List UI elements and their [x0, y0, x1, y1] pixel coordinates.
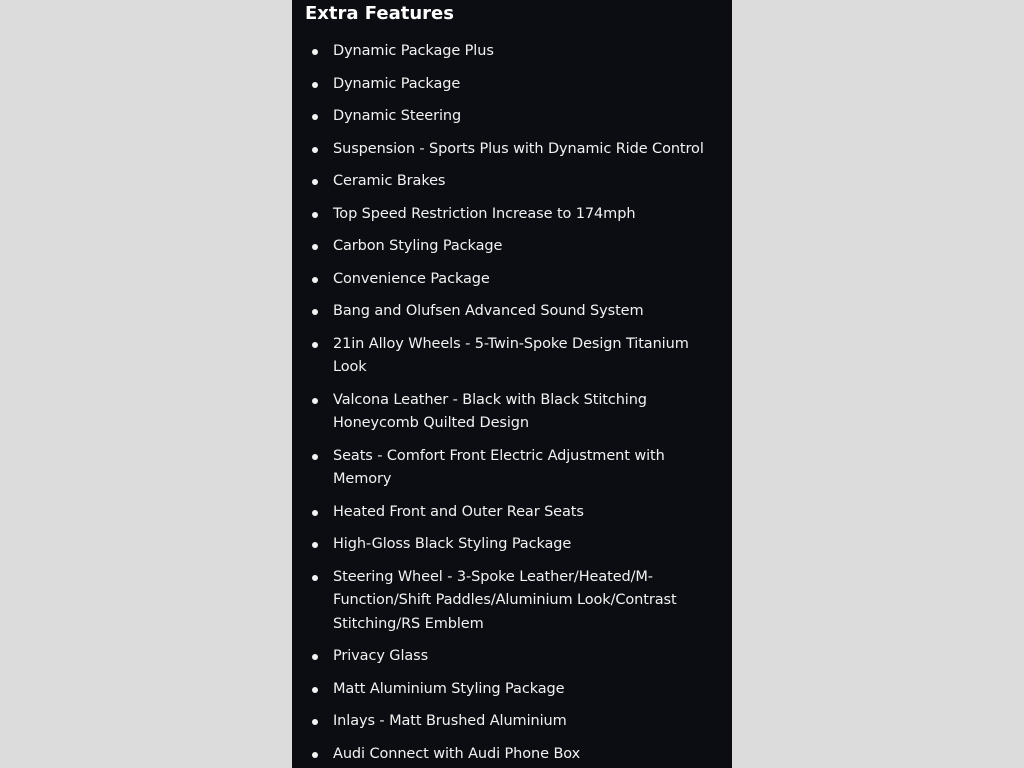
list-item: [292, 170, 732, 194]
list-item: [292, 333, 732, 380]
list-item: [292, 300, 732, 324]
bullet-icon: [312, 752, 318, 758]
bullet-icon: [312, 147, 318, 153]
bullet-icon: [312, 542, 318, 548]
list-item: [292, 73, 732, 97]
bullet-icon: [312, 654, 318, 660]
feature-label: Convenience Package: [333, 270, 490, 287]
bullet-icon: [312, 719, 318, 725]
feature-label: Heated Front and Outer Rear Seats: [333, 503, 584, 520]
list-item: [292, 235, 732, 259]
list-item: [292, 710, 732, 734]
feature-label: Suspension - Sports Plus with Dynamic Ride Control: [333, 140, 704, 157]
bullet-icon: [312, 244, 318, 250]
list-item: [292, 678, 732, 702]
feature-label: Dynamic Steering: [333, 108, 462, 124]
bullet-icon: [312, 575, 318, 581]
feature-label: Carbon Styling Package: [333, 238, 503, 254]
list-item: [292, 533, 732, 557]
list-item: [292, 389, 732, 436]
bullet-icon: [312, 82, 318, 88]
bullet-icon: [312, 510, 318, 516]
feature-label: Matt Aluminium Styling Package: [333, 680, 565, 697]
list-item: [292, 268, 732, 292]
feature-label: Privacy Glass: [333, 648, 429, 664]
feature-label: Inlays - Matt Brushed Aluminium: [333, 713, 567, 729]
feature-label: Steering Wheel - 3-Spoke Leather/Heated/M-Function/Shift Paddles/Aluminium Look/Contrast Stitching/RS Emblem: [333, 568, 677, 632]
list-item: [292, 138, 732, 162]
list-item: [292, 501, 732, 525]
feature-label: Valcona Leather - Black with Black Stitching Honeycomb Quilted Design: [333, 391, 647, 431]
list-item: [292, 40, 732, 64]
bullet-icon: [312, 179, 318, 185]
bullet-icon: [312, 49, 318, 55]
list-item: [292, 743, 732, 767]
bullet-icon: [312, 454, 318, 460]
feature-label: Audi Connect with Audi Phone Box: [333, 745, 581, 762]
section-title: Extra Features: [305, 3, 454, 24]
feature-label: Ceramic Brakes: [333, 173, 446, 189]
feature-label: Bang and Olufsen Advanced Sound System: [333, 303, 644, 319]
list-item: [292, 645, 732, 669]
feature-label: High-Gloss Black Styling Package: [333, 536, 572, 552]
feature-label: 21in Alloy Wheels - 5-Twin-Spoke Design Titanium Look: [333, 335, 689, 375]
feature-label: Dynamic Package: [333, 75, 461, 92]
list-item: [292, 566, 732, 637]
feature-label: Dynamic Package Plus: [333, 43, 494, 59]
list-item: [292, 203, 732, 227]
bullet-icon: [312, 398, 318, 404]
feature-list: [292, 40, 732, 768]
list-item: [292, 445, 732, 492]
feature-label: Seats - Comfort Front Electric Adjustment with Memory: [333, 447, 665, 487]
bullet-icon: [312, 277, 318, 283]
bullet-icon: [312, 212, 318, 218]
feature-label: Top Speed Restriction Increase to 174mph: [333, 205, 636, 222]
extra-features-panel: [292, 0, 732, 768]
list-item: [292, 105, 732, 129]
bullet-icon: [312, 687, 318, 693]
bullet-icon: [312, 309, 318, 315]
bullet-icon: [312, 114, 318, 120]
bullet-icon: [312, 342, 318, 348]
